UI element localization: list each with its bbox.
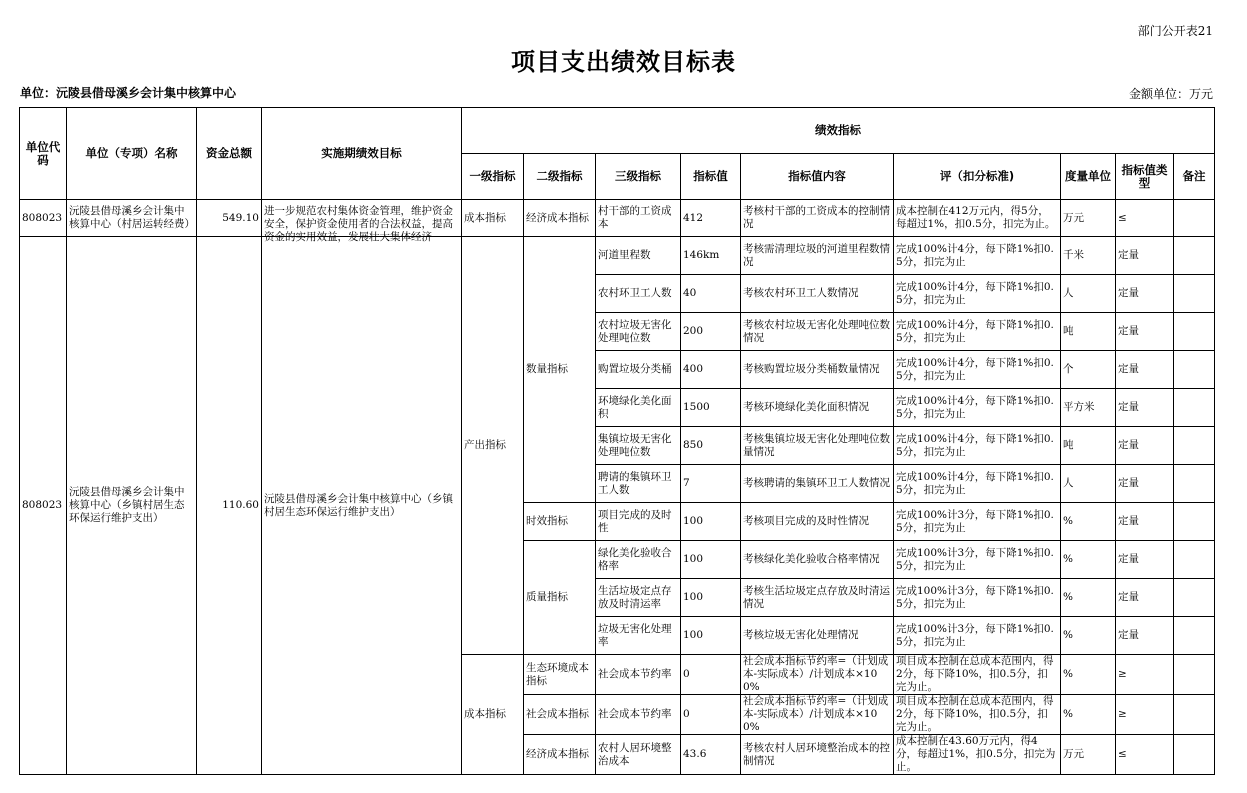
measure-cell: % [1061,617,1116,655]
remark-cell [1174,695,1215,735]
performance-table [19,107,1215,775]
value-cell: 0 [681,655,741,695]
header-value: 指标值 [681,154,741,200]
content-cell: 考核集镇垃圾无害化处理吨位数量情况 [741,427,894,465]
criteria-cell: 项目成本控制在总成本范围内，得2分，每下降10%，扣0.5分，扣完为止。 [894,655,1061,695]
page-title: 项目支出绩效目标表 [511,48,736,76]
measure-cell: % [1061,541,1116,579]
content-cell: 考核聘请的集镇环卫工人数情况 [741,465,894,503]
level1-cell: 成本指标 [462,655,524,775]
header-measure: 度量单位 [1061,154,1116,200]
header-total-funds: 资金总额 [197,108,262,200]
criteria-cell: 完成100%计4分，每下降1%扣0.5分，扣完为止 [894,237,1061,275]
level3-cell: 社会成本节约率 [596,655,681,695]
criteria-cell: 完成100%计3分，每下降1%扣0.5分，扣完为止 [894,503,1061,541]
value-cell: 100 [681,503,741,541]
remark-cell [1174,655,1215,695]
level3-cell: 聘请的集镇环卫工人数 [596,465,681,503]
content-cell: 考核需清理垃圾的河道里程数情况 [741,237,894,275]
type-cell: ≥ [1116,655,1174,695]
measure-cell: 平方米 [1061,389,1116,427]
measure-cell: 吨 [1061,313,1116,351]
value-cell: 100 [681,617,741,655]
level3-cell: 村干部的工资成本 [596,200,681,237]
criteria-cell: 完成100%计3分，每下降1%扣0.5分，扣完为止 [894,541,1061,579]
level3-cell: 农村人居环境整治成本 [596,735,681,775]
content-cell: 考核农村环卫工人数情况 [741,275,894,313]
header-remark: 备注 [1174,154,1215,200]
measure-cell: 人 [1061,275,1116,313]
amount-unit-label: 金额单位：万元 [1128,87,1213,101]
type-cell: 定量 [1116,313,1174,351]
header-criteria: 评（扣分标准) [894,154,1061,200]
level3-cell: 绿化美化验收合格率 [596,541,681,579]
header-level3: 三级指标 [596,154,681,200]
value-cell: 100 [681,579,741,617]
header-content: 指标值内容 [741,154,894,200]
remark-cell [1174,389,1215,427]
header-project-name: 单位（专项）名称 [67,108,197,200]
total-funds: 549.10 [197,200,262,237]
measure-cell: 千米 [1061,237,1116,275]
measure-cell: 人 [1061,465,1116,503]
measure-cell: 万元 [1061,200,1116,237]
type-cell: 定量 [1116,503,1174,541]
value-cell: 146km [681,237,741,275]
level3-cell: 集镇垃圾无害化处理吨位数 [596,427,681,465]
unit-label: 单位：沅陵县借母溪乡会计集中核算中心 [20,86,237,100]
level3-cell: 购置垃圾分类桶 [596,351,681,389]
criteria-cell: 完成100%计4分，每下降1%扣0.5分，扣完为止 [894,465,1061,503]
criteria-cell: 完成100%计4分，每下降1%扣0.5分，扣完为止 [894,427,1061,465]
level2-cell: 质量指标 [524,541,596,655]
header-indicators: 绩效指标 [462,108,1215,154]
content-cell: 考核环境绿化美化面积情况 [741,389,894,427]
value-cell: 1500 [681,389,741,427]
type-cell: 定量 [1116,465,1174,503]
unit-code: 808023 [20,200,67,237]
table-row [20,237,1215,275]
content-cell: 考核项目完成的及时性情况 [741,503,894,541]
level3-cell: 环境绿化美化面积 [596,389,681,427]
criteria-cell: 完成100%计4分，每下降1%扣0.5分，扣完为止 [894,351,1061,389]
type-cell: 定量 [1116,237,1174,275]
value-cell: 200 [681,313,741,351]
remark-cell [1174,465,1215,503]
remark-cell [1174,200,1215,237]
content-cell: 社会成本指标节约率=（计划成本-实际成本）/计划成本×100% [741,695,894,735]
criteria-cell: 项目成本控制在总成本范围内，得2分，每下降10%，扣0.5分，扣完为止。 [894,695,1061,735]
remark-cell [1174,579,1215,617]
level2-cell: 数量指标 [524,237,596,503]
level3-cell: 河道里程数 [596,237,681,275]
type-cell: 定量 [1116,275,1174,313]
value-cell: 850 [681,427,741,465]
remark-cell [1174,237,1215,275]
project-name: 沅陵县借母溪乡会计集中核算中心（村居运转经费） [67,200,197,237]
total-funds: 110.60 [197,237,262,775]
type-cell: 定量 [1116,541,1174,579]
level2-cell: 生态环境成本指标 [524,655,596,695]
level2-cell: 时效指标 [524,503,596,541]
remark-cell [1174,313,1215,351]
criteria-cell: 完成100%计3分，每下降1%扣0.5分，扣完为止 [894,579,1061,617]
measure-cell: 万元 [1061,735,1116,775]
remark-cell [1174,503,1215,541]
goal-text: 沅陵县借母溪乡会计集中核算中心（乡镇村居生态环保运行维护支出） [262,237,462,775]
value-cell: 40 [681,275,741,313]
measure-cell: % [1061,579,1116,617]
remark-cell [1174,351,1215,389]
value-cell: 100 [681,541,741,579]
measure-cell: 个 [1061,351,1116,389]
type-cell: ≤ [1116,735,1174,775]
criteria-cell: 完成100%计4分，每下降1%扣0.5分，扣完为止 [894,313,1061,351]
content-cell: 考核农村人居环境整治成本的控制情况 [741,735,894,775]
type-cell: 定量 [1116,579,1174,617]
level3-cell: 垃圾无害化处理率 [596,617,681,655]
type-cell: 定量 [1116,389,1174,427]
measure-cell: % [1061,695,1116,735]
content-cell: 社会成本指标节约率=（计划成本-实际成本）/计划成本×100% [741,655,894,695]
header-level1: 一级指标 [462,154,524,200]
criteria-cell: 成本控制在43.60万元内，得4分，每超过1%，扣0.5分，扣完为止。 [894,735,1061,775]
value-cell: 400 [681,351,741,389]
criteria-cell: 完成100%计4分，每下降1%扣0.5分，扣完为止 [894,389,1061,427]
page-number: 部门公开表21 [1137,24,1213,38]
remark-cell [1174,541,1215,579]
level2-cell: 经济成本指标 [524,735,596,775]
header-value-type: 指标值类型 [1116,154,1174,200]
level2-cell: 经济成本指标 [524,200,596,237]
type-cell: 定量 [1116,427,1174,465]
type-cell: 定量 [1116,617,1174,655]
level3-cell: 社会成本节约率 [596,695,681,735]
value-cell: 0 [681,695,741,735]
type-cell: ≥ [1116,695,1174,735]
unit-code: 808023 [20,237,67,775]
level3-cell: 农村环卫工人数 [596,275,681,313]
remark-cell [1174,427,1215,465]
table-row [20,200,1215,237]
level3-cell: 农村垃圾无害化处理吨位数 [596,313,681,351]
criteria-cell: 完成100%计4分，每下降1%扣0.5分，扣完为止 [894,275,1061,313]
goal-text: 进一步规范农村集体资金管理，维护资金安全，保护资金使用者的合法权益，提高资金的实用效益，发展壮大集体经济 [262,200,462,237]
value-cell: 7 [681,465,741,503]
criteria-cell: 完成100%计3分，每下降1%扣0.5分，扣完为止 [894,617,1061,655]
type-cell: ≤ [1116,200,1174,237]
level3-cell: 生活垃圾定点存放及时清运率 [596,579,681,617]
content-cell: 考核绿化美化验收合格率情况 [741,541,894,579]
content-cell: 考核村干部的工资成本的控制情况 [741,200,894,237]
type-cell: 定量 [1116,351,1174,389]
content-cell: 考核农村垃圾无害化处理吨位数情况 [741,313,894,351]
level1-cell: 产出指标 [462,237,524,655]
level1-cell: 成本指标 [462,200,524,237]
header-unit-code: 单位代码 [20,108,67,200]
remark-cell [1174,735,1215,775]
criteria-cell: 成本控制在412万元内，得5分，每超过1%，扣0.5分，扣完为止。 [894,200,1061,237]
content-cell: 考核垃圾无害化处理情况 [741,617,894,655]
measure-cell: 吨 [1061,427,1116,465]
header-goal: 实施期绩效目标 [262,108,462,200]
value-cell: 412 [681,200,741,237]
measure-cell: % [1061,503,1116,541]
header-level2: 二级指标 [524,154,596,200]
remark-cell [1174,275,1215,313]
level2-cell: 社会成本指标 [524,695,596,735]
level3-cell: 项目完成的及时性 [596,503,681,541]
content-cell: 考核生活垃圾定点存放及时清运情况 [741,579,894,617]
project-name: 沅陵县借母溪乡会计集中核算中心（乡镇村居生态环保运行维护支出） [67,237,197,775]
value-cell: 43.6 [681,735,741,775]
remark-cell [1174,617,1215,655]
measure-cell: % [1061,655,1116,695]
content-cell: 考核购置垃圾分类桶数量情况 [741,351,894,389]
